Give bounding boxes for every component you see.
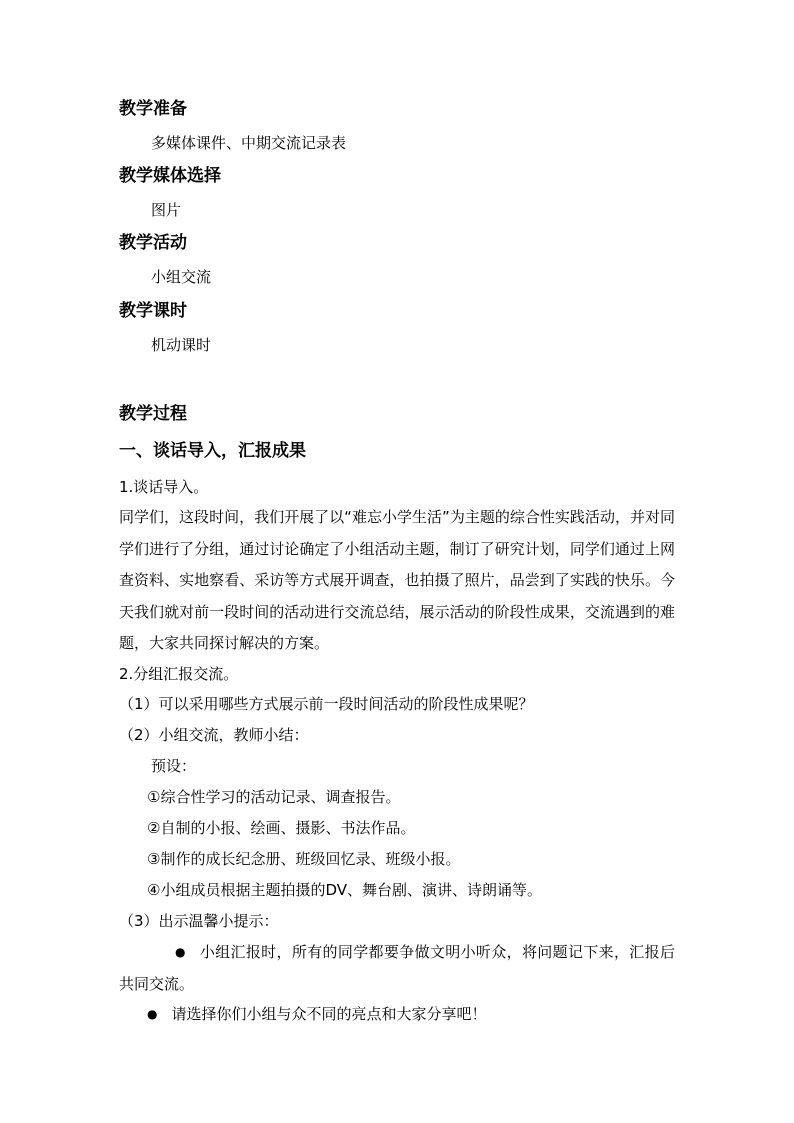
tip-item-1 [119,937,675,1000]
tip-text-1: 小组汇报时，所有的同学都要争做文明小听众，将问题记下来，汇报后共同交流。 [119,943,675,993]
section-body-hours: 机动课时 [151,336,212,354]
tip-text-2: 请选择你们小组与众不同的亮点和大家分享吧！ [171,1005,487,1023]
bullet-icon: ● [147,1007,158,1021]
tip-item-2 [147,1004,487,1024]
part1-title: 一、谈话导入，汇报成果 [119,441,306,461]
step1-heading: 1.谈话导入。 [119,478,209,496]
section-body-media: 图片 [151,201,182,219]
preset-label: 预设： [151,757,197,775]
section-body-activity: 小组交流 [151,268,212,286]
section-title-media: 教学媒体选择 [119,166,221,186]
section-title-hours: 教学课时 [119,301,187,321]
preset-item-2: ②自制的小报、绘画、摄影、书法作品。 [147,819,416,837]
step2-heading: 2.分组汇报交流。 [119,665,239,683]
section-body-prep: 多媒体课件、中期交流记录表 [151,134,347,152]
bullet-icon: ● [175,945,186,959]
process-title: 教学过程 [119,404,187,424]
section-title-prep: 教学准备 [119,99,187,119]
question-2: （2）小组交流，教师小结： [119,726,309,744]
preset-item-3: ③制作的成长纪念册、班级回忆录、班级小报。 [147,850,461,868]
question-3: （3）出示温馨小提示： [119,912,279,930]
question-1: （1）可以采用哪些方式展示前一段时间活动的阶段性成果呢？ [119,695,534,713]
section-title-activity: 教学活动 [119,233,187,253]
intro-paragraph: 同学们，这段时间，我们开展了以“难忘小学生活”为主题的综合性实践活动，并对同学们进行了分组，通过讨论确定了小组活动主题，制订了研究计划，同学们通过上网查资料、实地察看、采访等方式展开调查，也拍摄了照片，品尝到了实践的快乐。今天我们就对前一段时间的活动进行交流总结，展示活动的阶段性成果，交流遇到的难题，大家共同探讨解决的方案。 [119,508,675,653]
preset-item-1: ①综合性学习的活动记录、调查报告。 [147,788,401,806]
preset-item-4: ④小组成员根据主题拍摄的DV、舞台剧、演讲、诗朗诵等。 [147,881,542,899]
